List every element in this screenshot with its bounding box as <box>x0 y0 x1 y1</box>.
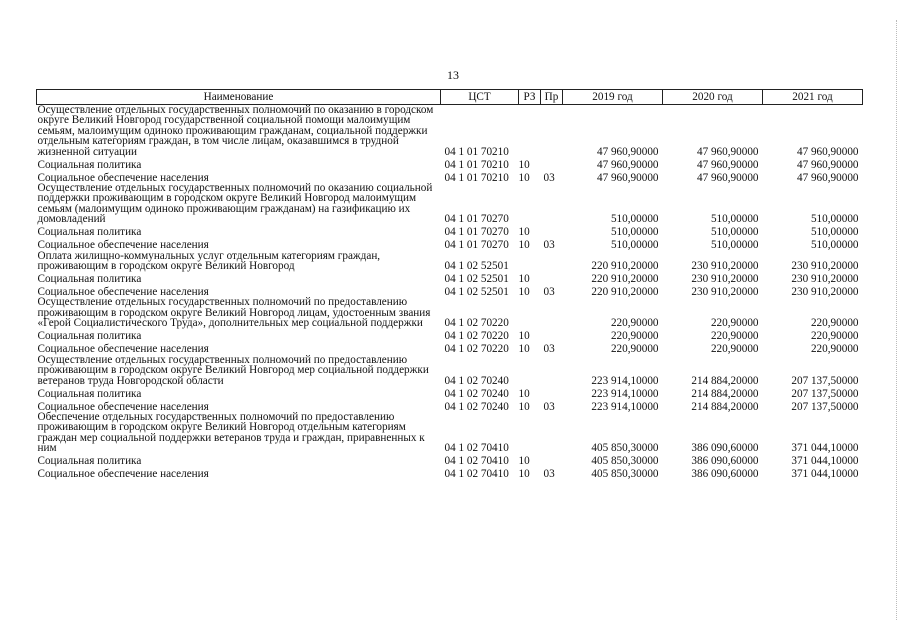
cell-2019: 405 850,30000 <box>591 455 659 468</box>
cell-pr <box>541 355 563 386</box>
cell-pr <box>541 105 563 158</box>
cell-cst: 04 1 01 70210 <box>444 145 509 158</box>
cell-2019: 220 910,20000 <box>591 260 659 273</box>
cell-2020: 220,90000 <box>710 330 759 343</box>
cell-name: Социальная политика <box>37 330 142 343</box>
cell-2020: 214 884,20000 <box>691 387 759 400</box>
table-row <box>37 412 863 454</box>
cell-2019: 223 914,10000 <box>591 387 659 400</box>
cell-cst: 04 1 02 70410 <box>444 455 509 468</box>
cell-2021: 510,00000 <box>810 239 859 252</box>
cell-pr: 03 <box>543 239 555 252</box>
cell-2019: 220,90000 <box>610 317 659 330</box>
table-row <box>37 271 863 284</box>
cell-2021: 47 960,90000 <box>796 171 859 184</box>
cell-2020: 386 090,60000 <box>691 468 759 481</box>
cell-2019: 405 850,30000 <box>591 468 659 481</box>
cell-cst: 04 1 01 70270 <box>444 226 509 239</box>
cell-2021: 220,90000 <box>810 317 859 330</box>
cell-2019: 220,90000 <box>610 330 659 343</box>
page-number: 13 <box>447 68 459 82</box>
cell-pr <box>541 157 563 170</box>
cell-2019: 47 960,90000 <box>596 145 659 158</box>
cell-pr: 03 <box>543 171 555 184</box>
header-name: Наименование <box>37 90 441 105</box>
cell-2020: 230 910,20000 <box>691 260 759 273</box>
cell-rz <box>519 105 541 158</box>
cell-name: Социальная политика <box>37 273 142 286</box>
header-2020: 2020 год <box>663 90 763 105</box>
table-row <box>37 105 863 158</box>
cell-pr <box>541 271 563 284</box>
cell-name: Социальное обеспечение населения <box>37 468 209 481</box>
table-row <box>37 355 863 386</box>
cell-2020: 510,00000 <box>710 226 759 239</box>
header-2021: 2021 год <box>763 90 863 105</box>
cell-cst: 04 1 02 70240 <box>444 400 509 413</box>
cell-2021: 207 137,50000 <box>791 374 859 387</box>
cell-2021: 510,00000 <box>810 226 859 239</box>
cell-pr <box>541 412 563 454</box>
cell-2019: 510,00000 <box>610 226 659 239</box>
cell-rz <box>519 183 541 225</box>
cell-2019: 47 960,90000 <box>596 158 659 171</box>
cell-name: Социальная политика <box>37 226 142 239</box>
cell-rz: 10 <box>518 286 530 299</box>
cell-2020: 386 090,60000 <box>691 442 759 455</box>
cell-cst: 04 1 02 70240 <box>444 374 509 387</box>
cell-2019: 405 850,30000 <box>591 442 659 455</box>
cell-cst: 04 1 02 52501 <box>444 260 509 273</box>
cell-pr <box>541 225 563 238</box>
cell-name: Социальная политика <box>37 158 142 171</box>
cell-rz <box>519 412 541 454</box>
table-row <box>37 399 863 412</box>
header-rz: РЗ <box>519 90 541 105</box>
table-row <box>37 467 863 480</box>
cell-2019: 220 910,20000 <box>591 273 659 286</box>
cell-2021: 207 137,50000 <box>791 387 859 400</box>
cell-name: Социальное обеспечение населения <box>37 343 209 356</box>
cell-2020: 386 090,60000 <box>691 455 759 468</box>
cell-name: Социальное обеспечение населения <box>37 239 209 252</box>
cell-name: Обеспечение отдельных государственных полномочий по предоставлению проживающим в городском округе Великий Новгород отдельным категориям граждан мер социальной поддержки ветеранов труда и граждан, приравненных к ним <box>37 410 425 455</box>
cell-name: Социальное обеспечение населения <box>37 400 209 413</box>
cell-2021: 371 044,10000 <box>791 455 859 468</box>
cell-name: Социальная политика <box>37 387 142 400</box>
cell-cst: 04 1 02 52501 <box>444 273 509 286</box>
cell-2019: 47 960,90000 <box>596 171 659 184</box>
cell-pr <box>541 297 563 328</box>
cell-cst: 04 1 02 70410 <box>444 442 509 455</box>
cell-2021: 47 960,90000 <box>796 158 859 171</box>
cell-name: Осуществление отдельных государственных полномочий по предоставлению проживающим в городском округе Великий Новгород лицам, удостоенным звания «Герой Социалистического Труда», дополнительных мер социальной поддержки <box>37 296 431 330</box>
cell-rz <box>519 297 541 328</box>
cell-pr <box>541 183 563 225</box>
cell-rz: 10 <box>518 330 530 343</box>
cell-2019: 220 910,20000 <box>591 286 659 299</box>
cell-cst: 04 1 02 70220 <box>444 343 509 356</box>
header-2019: 2019 год <box>563 90 663 105</box>
table-row <box>37 386 863 399</box>
table-row <box>37 342 863 355</box>
table-row <box>37 183 863 225</box>
cell-2020: 230 910,20000 <box>691 273 759 286</box>
cell-2019: 510,00000 <box>610 213 659 226</box>
table-row <box>37 454 863 467</box>
table-row <box>37 329 863 342</box>
cell-2021: 220,90000 <box>810 330 859 343</box>
cell-name: Осуществление отдельных государственных полномочий по оказанию социальной поддержки проживающим в городском округе Великий Новгород малоимущим семьям (малоимущим одиноко проживающим гражданам) на газификацию их домовладений <box>37 182 433 226</box>
cell-pr: 03 <box>543 343 555 356</box>
cell-2020: 47 960,90000 <box>696 171 759 184</box>
header-cst: ЦСТ <box>441 90 519 105</box>
cell-rz <box>519 355 541 386</box>
cell-2020: 230 910,20000 <box>691 286 759 299</box>
cell-2020: 220,90000 <box>710 343 759 356</box>
cell-2021: 371 044,10000 <box>791 442 859 455</box>
cell-pr: 03 <box>543 286 555 299</box>
table-row <box>37 238 863 251</box>
cell-rz: 10 <box>518 468 530 481</box>
cell-pr <box>541 386 563 399</box>
cell-pr: 03 <box>543 468 555 481</box>
cell-2020: 214 884,20000 <box>691 400 759 413</box>
cell-2021: 510,00000 <box>810 213 859 226</box>
cell-pr: 03 <box>543 400 555 413</box>
cell-cst: 04 1 01 70270 <box>444 213 509 226</box>
table-row <box>37 157 863 170</box>
cell-rz <box>519 251 541 272</box>
table-row <box>37 225 863 238</box>
cell-pr <box>541 329 563 342</box>
header-pr: Пр <box>541 90 563 105</box>
cell-name: Осуществление отдельных государственных полномочий по оказанию в городском округе Великий Новгород государственной социальной помощи малоимущим семьям, малоимущим одиноко проживающим гражданам, социальной поддержки отдельным категориям граждан, в том числе лицам, оказавшимся в трудной жизненной ситуации <box>37 104 434 158</box>
cell-name: Осуществление отдельных государственных полномочий по предоставлению проживающим в городском округе Великий Новгород мер социальной поддержки ветеранов труда Новгородской области <box>37 353 429 387</box>
cell-name: Социальная политика <box>37 455 142 468</box>
cell-2020: 220,90000 <box>710 317 759 330</box>
cell-name: Социальное обеспечение населения <box>37 171 209 184</box>
cell-cst: 04 1 02 70220 <box>444 330 509 343</box>
table-row <box>37 251 863 272</box>
cell-cst: 04 1 02 70240 <box>444 387 509 400</box>
cell-2019: 510,00000 <box>610 239 659 252</box>
cell-2021: 230 910,20000 <box>791 260 859 273</box>
cell-2020: 214 884,20000 <box>691 374 759 387</box>
cell-pr <box>541 454 563 467</box>
cell-rz: 10 <box>518 343 530 356</box>
cell-2021: 371 044,10000 <box>791 468 859 481</box>
cell-name: Оплата жилищно-коммунальных услуг отдельным категориям граждан, проживающим в городском округе Великий Новгород <box>37 249 381 273</box>
cell-cst: 04 1 02 70220 <box>444 317 509 330</box>
table-header-row <box>37 90 863 105</box>
cell-2021: 220,90000 <box>810 343 859 356</box>
cell-cst: 04 1 01 70210 <box>444 158 509 171</box>
cell-cst: 04 1 01 70270 <box>444 239 509 252</box>
cell-rz: 10 <box>518 455 530 468</box>
cell-cst: 04 1 01 70210 <box>444 171 509 184</box>
cell-2020: 510,00000 <box>710 239 759 252</box>
cell-rz: 10 <box>518 239 530 252</box>
scan-edge-line <box>895 20 897 620</box>
cell-2019: 223 914,10000 <box>591 400 659 413</box>
cell-rz: 10 <box>518 171 530 184</box>
cell-2021: 230 910,20000 <box>791 286 859 299</box>
cell-name: Социальное обеспечение населения <box>37 286 209 299</box>
table-row <box>37 297 863 328</box>
cell-cst: 04 1 02 52501 <box>444 286 509 299</box>
cell-rz: 10 <box>518 273 530 286</box>
cell-rz: 10 <box>518 226 530 239</box>
cell-cst: 04 1 02 70410 <box>444 468 509 481</box>
cell-rz: 10 <box>518 400 530 413</box>
cell-2020: 510,00000 <box>710 213 759 226</box>
cell-2020: 47 960,90000 <box>696 145 759 158</box>
cell-rz: 10 <box>518 387 530 400</box>
cell-rz: 10 <box>518 158 530 171</box>
cell-2020: 47 960,90000 <box>696 158 759 171</box>
cell-2019: 223 914,10000 <box>591 374 659 387</box>
cell-2021: 230 910,20000 <box>791 273 859 286</box>
cell-2021: 47 960,90000 <box>796 145 859 158</box>
cell-2019: 220,90000 <box>610 343 659 356</box>
cell-pr <box>541 251 563 272</box>
budget-table <box>36 89 863 480</box>
cell-2021: 207 137,50000 <box>791 400 859 413</box>
